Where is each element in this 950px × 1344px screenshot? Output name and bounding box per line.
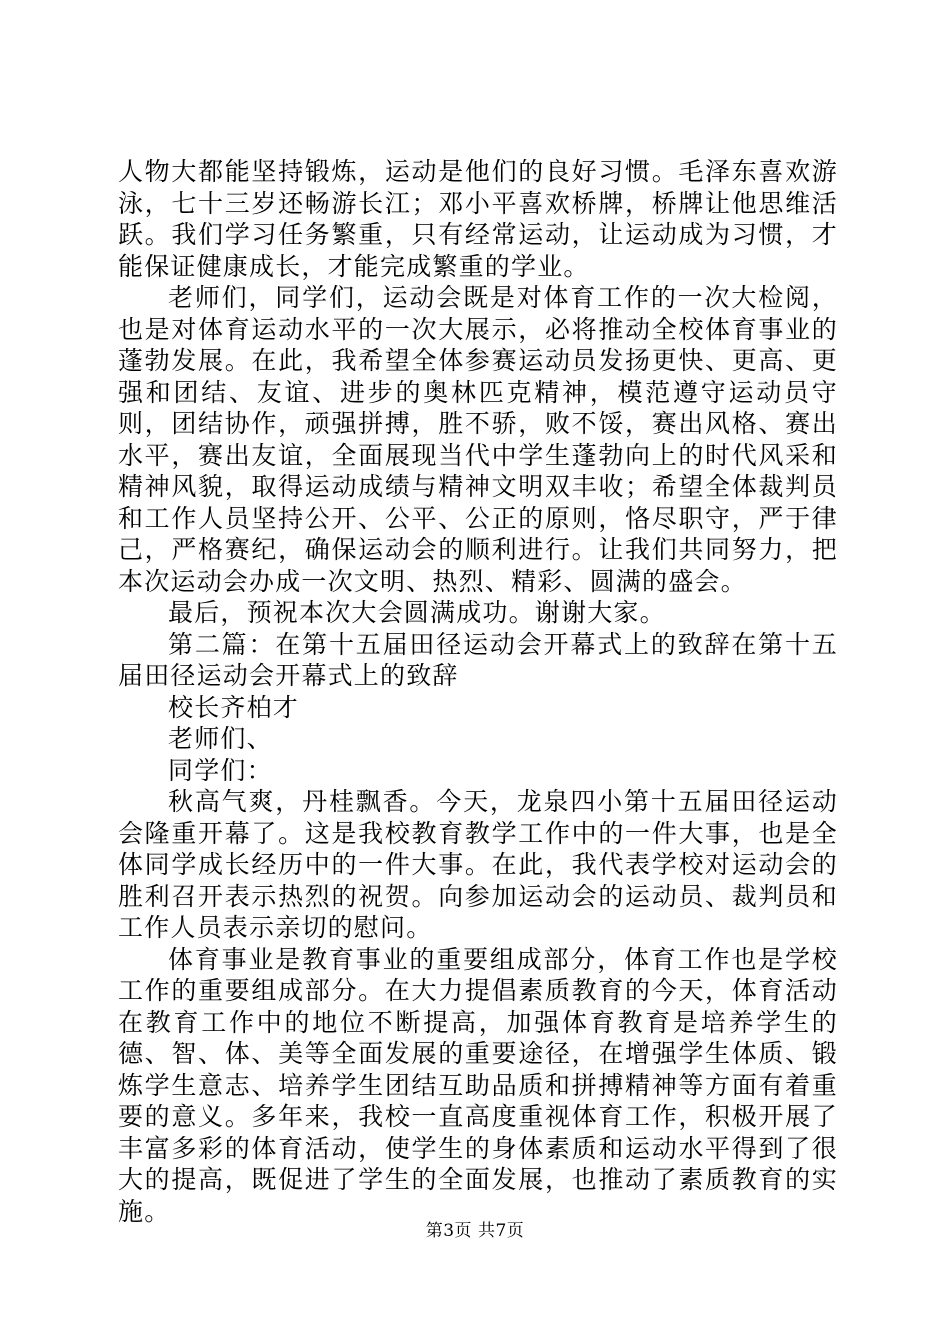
salutation-teachers: 老师们、 — [168, 724, 273, 753]
document-body — [118, 156, 838, 1227]
paragraph-2: 老师们，同学们，运动会既是对体育工作的一次大检阅，也是对体育运动水平的一次大展示，必将推动全校体育事业的蓬勃发展。在此，我希望全体参赛运动员发扬更快、更高、更强和团结、友谊、进步的奥林匹克精神，模范遵守运动员守则，团结协作，顽强拼搏，胜不骄，败不馁，赛出风格、赛出水平，赛出友谊，全面展现当代中学生蓬勃向上的时代风采和精神风貌，取得运动成绩与精神文明双丰收；希望全体裁判员和工作人员坚持公开、公平、公正的原则，恪尽职守，严于律己，严格赛纪，确保运动会的顺利进行。让我们共同努力，把本次运动会办成一次文明、热烈、精彩、圆满的盛会。 — [118, 283, 838, 596]
section-heading: 第二篇：在第十五届田径运动会开幕式上的致辞在第十五届田径运动会开幕式上的致辞 — [118, 629, 838, 690]
paragraph-9: 体育事业是教育事业的重要组成部分，体育工作也是学校工作的重要组成部分。在大力提倡素质教育的今天，体育活动在教育工作中的地位不断提高，加强体育教育是培养学生的德、智、体、美等全面发展的重要途径，在增强学生体质、锻炼学生意志、培养学生团结互助品质和拼搏精神等方面有着重要的意义。多年来，我校一直高度重视体育工作，积极开展了丰富多彩的体育活动，使学生的身体素质和运动水平得到了很大的提高，既促进了学生的全面发展，也推动了素质教育的实施。 — [118, 944, 838, 1226]
page-number-footer: 第3页 共7页 — [425, 1221, 525, 1241]
salutation-students: 同学们： — [168, 755, 273, 785]
author-line: 校长齐柏才 — [168, 692, 300, 722]
paragraph-1: 人物大都能坚持锻炼，运动是他们的良好习惯。毛泽东喜欢游泳，七十三岁还畅游长江；邓小平喜欢桥牌，桥牌让他思维活跃。我们学习任务繁重，只有经常运动，让运动成为习惯，才能保证健康成长，才能完成繁重的学业。 — [118, 157, 838, 281]
paragraph-8: 秋高气爽，丹桂飘香。今天，龙泉四小第十五届田径运动会隆重开幕了。这是我校教育教学工作中的一件大事，也是全体同学成长经历中的一件大事。在此，我代表学校对运动会的胜利召开表示热烈的祝贺。向参加运动会的运动员、裁判员和工作人员表示亲切的慰问。 — [118, 787, 838, 942]
paragraph-3: 最后，预祝本次大会圆满成功。谢谢大家。 — [168, 598, 666, 627]
